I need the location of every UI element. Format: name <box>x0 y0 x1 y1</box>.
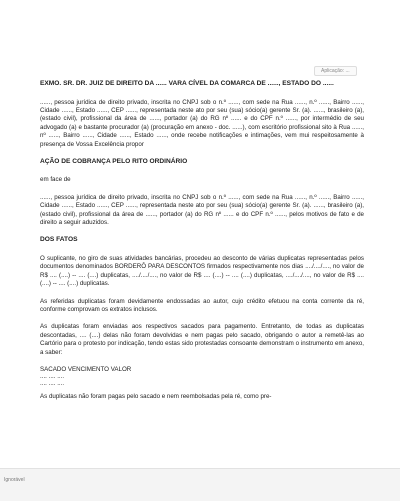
em-face-text: em face de <box>40 176 71 184</box>
footer-label: Ignorável <box>4 477 25 483</box>
document-page <box>40 80 364 410</box>
facts-paragraph-4: As duplicatas não foram pagas pelo sacado e nem reembolsadas pela ré, como pre- <box>40 392 272 400</box>
top-blank-area <box>0 0 400 64</box>
action-title: AÇÃO DE COBRANÇA PELO RITO ORDINÁRIO <box>40 158 188 166</box>
duplicates-table <box>40 366 364 387</box>
document-header: EXMO. SR. DR. JUIZ DE DIREITO DA ...... VARA CÍVEL DA COMARCA DE ......, ESTADO DO ...... <box>40 80 334 87</box>
facts-paragraph-1: O suplicante, no giro de suas atividades bancárias, procedeu ao desconto de várias duplicatas representadas pelos documentos denominados BORDERÔ PARA DESCONTOS firmados respectivamente nos dias ..../..../...., no valor de R$ .... (....) -- .... (....) duplicatas, ..../..../...., no valor de R$ .... (....) -- .... (....) duplicatas, ..../..../...., no valor de R$ .... (....) -- .... (....) duplicatas. <box>40 254 364 288</box>
intro-paragraph: ......, pessoa jurídica de direito privado, inscrita no CNPJ sob o n.º ......, com sede na Rua ......, n.º ......, Bairro ......, Cidade ......, Estado ......, CEP ......, representada neste ato por seu (sua) sócio(a) gerente Sr. (a). ......, brasileiro (a), (estado civil), profissional da área de ......, portador (a) do RG nº ...... e do CPF n.º ......, por intermédio de seu advogado (a) e bastante procurador (a) (procuração em anexo - doc. ......), com escritório profissional sito à Rua ......, nº ......, Bairro ......, Cidade ......, Estado ......, onde recebe notificações e intimações, vem mui respeitosamente à presença de Vossa Excelência propor <box>40 98 364 148</box>
facts-title: DOS FATOS <box>40 236 78 244</box>
table-row: .... .... .... <box>40 372 65 380</box>
table-row: .... .... .... <box>40 379 65 387</box>
facts-paragraph-3: As duplicatas foram enviadas aos respectivos sacados para pagamento. Entretanto, de todas as duplicatas descontadas, .... (....) delas não foram devolvidas e nem pagas pelo sacado, obrigando o autor a remetê-las ao Cartório para o protesto por indicação, tendo estas sido protestadas consoante demonstram o instrumento em anexo, a saber: <box>40 323 364 356</box>
defendant-paragraph: ......, pessoa jurídica de direito privado, inscrita no CNPJ sob o n.º ......, com sede na Rua ......, n.º ......, Bairro ......, Cidade ......, Estado ......, CEP ......, representada neste ato por seu (sua) sócio(a) gerente Sr. (a). ......, brasileiro (a), (estado civil), profissional da área de ......, portador (a) do RG nº ...... e do CPF n.º ......, pelos motivos de fato e de direito a seguir aduzidos. <box>40 193 364 227</box>
table-header: SACADO VENCIMENTO VALOR <box>40 365 132 373</box>
footer-bar <box>0 468 400 501</box>
facts-paragraph-2: As referidas duplicatas foram devidamente endossadas ao autor, cujo crédito efetuou na conta corrente da ré, conforme comprovam os extratos inclusos. <box>40 297 364 313</box>
toolbar-tab-label[interactable]: Aplicação: ... <box>314 66 357 76</box>
